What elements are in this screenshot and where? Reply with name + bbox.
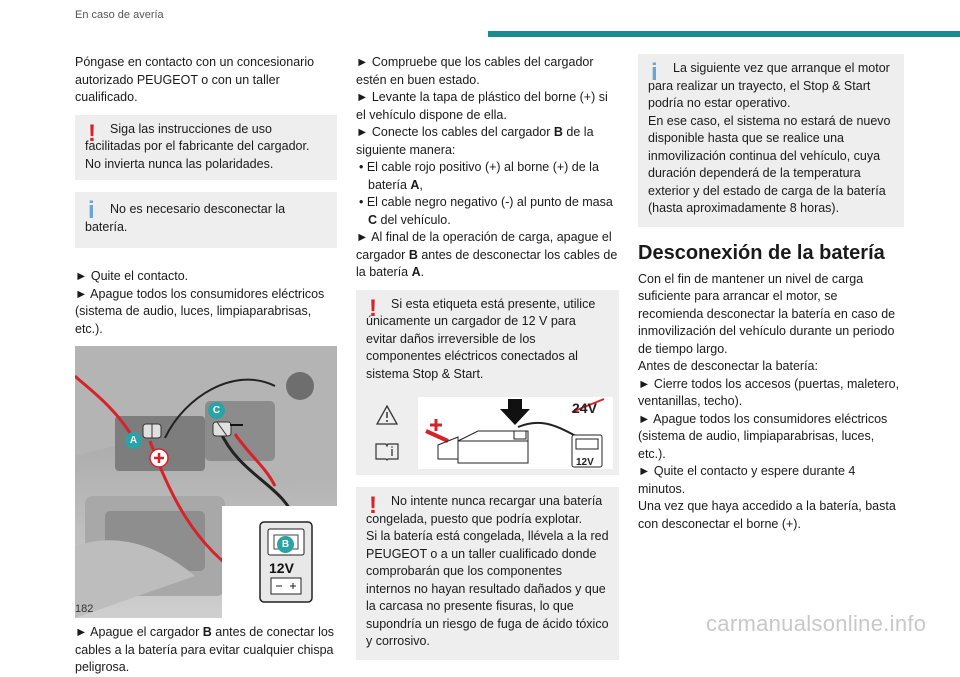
substep-red-text: • El cable rojo positivo (+) al borne (+) de la batería [359, 160, 599, 192]
step-connect-text-end: de la siguiente manera: [356, 125, 594, 157]
step-end-charge [356, 229, 619, 282]
battery-ref: A [411, 265, 421, 279]
label-b: B [277, 536, 294, 553]
step-connect-cables [356, 124, 619, 159]
substep-red-cable [356, 159, 619, 194]
warning-icon: ! [88, 119, 96, 147]
step-charger-off-text: ► Apague el cargador [75, 625, 203, 639]
watermark: carmanualsonline.info [706, 611, 927, 636]
battery-ref: A [410, 177, 420, 192]
positive-clamp [143, 424, 161, 438]
engine-bay-illustration [75, 346, 337, 618]
step-wait: ► Quite el contacto y espere durante 4 minutos. [638, 464, 856, 496]
warning-icon: ! [369, 294, 377, 322]
info-icon: i [651, 59, 658, 86]
step-lift-cover: ► Levante la tapa de plástico del borne (+) si el vehículo dispone de ella. [356, 90, 608, 122]
info-icon: i [88, 197, 95, 224]
column-3 [638, 54, 904, 533]
header-accent-bar [488, 31, 960, 37]
step-charger-off [75, 624, 337, 677]
section-title: En caso de avería [75, 9, 164, 21]
warning-box-12v [356, 290, 619, 476]
pictogram-plus [430, 419, 442, 431]
warning-frozen-text-1: No intente nunca recargar una batería congelada, puesto que podría explotar. [366, 494, 603, 526]
manual-book-icon [374, 441, 400, 461]
substep-black-end: del vehículo. [377, 212, 451, 227]
warning-12v-text: Si esta etiqueta está presente, utilice únicamente un cargador de 12 V para evitar daños irreversible de los componentes eléctricos conectados al sistema Stop & Start. [366, 296, 596, 381]
info-text-1: No es necesario desconectar la batería. [85, 202, 286, 234]
charger-ref: B [408, 247, 418, 262]
label-c: C [208, 402, 225, 419]
page-number: 182 [75, 603, 94, 615]
info-stop-start-text-1: La siguiente vez que arranque el motor para realizar un trayecto, el Stop & Start podría no estar operativo. [648, 61, 890, 110]
hazard-triangle-icon [376, 405, 398, 425]
section-heading: Desconexión de la batería [638, 241, 885, 264]
page-header [0, 0, 960, 40]
warning-text-2: No invierta nunca las polaridades. [85, 156, 274, 171]
intro-text: Póngase en contacto con un concesionario autorizado PEUGEOT o con un taller cualificado. [75, 55, 315, 104]
step-end-period: . [420, 265, 425, 279]
substep-red-end: , [419, 177, 423, 192]
step-close-access: ► Cierre todos los accesos (puertas, maletero, ventanillas, techo). [638, 376, 900, 408]
label-a: A [125, 432, 142, 449]
disconnect-intro: Con el fin de mantener un nivel de carga suficiente para arrancar el motor, se recomienda desconectar la batería en caso de inmovilización del vehículo durante un periodo de tiempo largo. [638, 271, 896, 356]
crossed-24v-label: 24V [572, 400, 597, 416]
step-check-cables: ► Compruebe que los cables del cargador estén en buen estado. [356, 55, 594, 87]
charger-ref: B [553, 125, 563, 139]
step-end-text: ► Al final de la operación de carga, apague el cargador [356, 230, 612, 262]
negative-clamp [213, 422, 231, 436]
warning-icon: ! [369, 492, 377, 519]
warning-frozen-text-2: Si la batería está congelada, llévela a la red PEUGEOT o a un taller cualificado donde comprobarán que los componentes internos no hayan resultado dañados y que la carcasa no presente fisuras, lo que supondría un riesgo de fuga de ácido tóxico y corrosivo. [366, 529, 609, 648]
step-ignition-off: ► Quite el contacto. [75, 269, 189, 283]
column-2 [356, 54, 619, 660]
step-connect-text: ► Conecte los cables del cargador [356, 125, 554, 139]
step-consumers-off-2: ► Apague todos los consumidores eléctricos (sistema de audio, limpiaparabrisas, luces, etc.). [638, 411, 888, 461]
substep-black-cable [356, 194, 619, 229]
label-panel [418, 397, 613, 469]
warning-box-frozen [356, 487, 619, 660]
column-1 [75, 54, 337, 677]
plus-sign [150, 449, 168, 467]
engine-bay-figure [75, 346, 337, 618]
substep-black-text: • El cable negro negativo (-) al punto de masa [359, 195, 613, 209]
disconnect-terminal: Una vez que haya accedido a la batería, basta con desconectar el borne (+). [638, 499, 896, 531]
charger-voltage-label: 12V [269, 560, 294, 576]
info-box-no-disconnect [75, 192, 337, 248]
step-consumers-off: ► Apague todos los consumidores eléctricos (sistema de audio, luces, limpiaparabrisas, etc.). [75, 286, 325, 336]
warning-text-1: Siga las instrucciones de uso facilitadas por el fabricante del cargador. [85, 121, 310, 153]
ground-ref: C [368, 212, 378, 227]
charger-label-illustration [356, 391, 619, 475]
step-charger-off-text-end: antes de conectar los cables a la batería para evitar cualquier chispa peligrosa. [75, 625, 335, 674]
charger-ref: B [202, 625, 212, 639]
info-box-stop-start [638, 54, 904, 227]
label-icons [356, 391, 418, 475]
disconnect-before: Antes de desconectar la batería: [638, 359, 818, 373]
step-end-text-mid: antes de desconectar los cables de la batería [356, 247, 618, 279]
info-stop-start-text-2: En ese caso, el sistema no estará de nuevo disponible hasta que se realice una inmovilización continua del vehículo, cuya duración dependerá de la temperatura exterior y del estado de carga de la batería (hasta aproximadamente 8 horas). [648, 113, 891, 215]
warning-box-polarity [75, 115, 337, 181]
ok-12v-label: 12V [576, 457, 594, 468]
